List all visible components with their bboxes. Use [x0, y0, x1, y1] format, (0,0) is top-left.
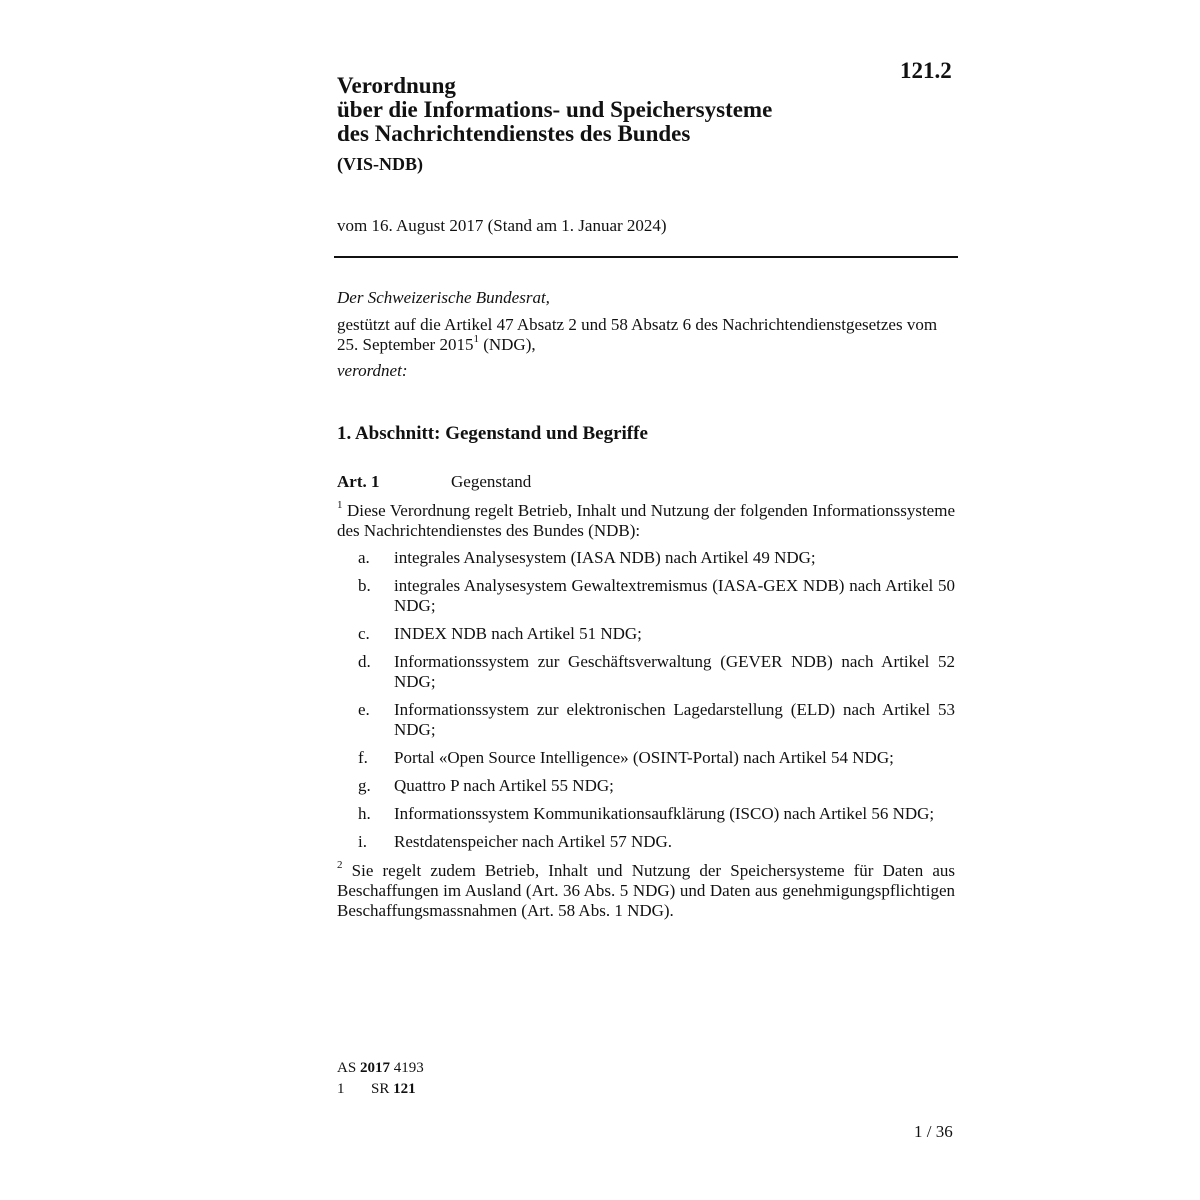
list-item-letter: f.	[358, 748, 368, 767]
list-item-text: Informationssystem zur elektronischen Lagedarstellung (ELD) nach Artikel 53 NDG;	[394, 700, 955, 739]
footnote-sr-ref[interactable]: 121	[393, 1081, 416, 1097]
paragraph-1	[337, 501, 955, 541]
preamble-basis	[337, 315, 957, 355]
list-item-text: integrales Analysesystem Gewaltextremismus (IASA-GEX NDB) nach Artikel 50 NDG;	[394, 576, 955, 615]
sr-number: 121.2	[900, 58, 952, 83]
list-item-letter: h.	[358, 804, 371, 823]
as-year: 2017	[359, 1060, 390, 1076]
list-item	[337, 832, 955, 852]
list-item-letter: b.	[358, 576, 371, 595]
list-item-text: Restdatenspeicher nach Artikel 57 NDG.	[394, 832, 673, 851]
paragraph-text: Sie regelt zudem Betrieb, Inhalt und Nutzung der Speichersysteme für Daten aus Beschaffungen im Ausland (Art. 36 Abs. 5 NDG) und Daten aus genehmigungspflichtigen Beschaffungsmassnahmen (Art. 58 Abs. 1 NDG).	[337, 861, 955, 920]
title-line-3: des Nachrichtendienstes des Bundes	[337, 121, 691, 146]
list-item	[337, 776, 955, 796]
list-item-letter: c.	[358, 624, 370, 643]
document-date: vom 16. August 2017 (Stand am 1. Januar 2024)	[337, 216, 667, 235]
footer-notes	[337, 1058, 424, 1100]
header-divider	[334, 256, 958, 258]
preamble-issuer: Der Schweizerische Bundesrat,	[337, 288, 550, 307]
footnote-1	[337, 1079, 424, 1100]
preamble-basis-text: gestützt auf die Artikel 47 Absatz 2 und 58 Absatz 6 des Nachrichtendienstgesetzes vom 25. September 2015	[337, 315, 938, 354]
as-page: 4193	[389, 1060, 424, 1076]
list-item-letter: e.	[358, 700, 370, 719]
title-line-1: Verordnung	[337, 73, 456, 98]
article-body	[337, 501, 955, 921]
list-item-text: Portal «Open Source Intelligence» (OSINT-Portal) nach Artikel 54 NDG;	[394, 748, 894, 767]
list-item-text: Quattro P nach Artikel 55 NDG;	[394, 776, 614, 795]
section-heading: 1. Abschnitt: Gegenstand und Begriffe	[337, 423, 648, 444]
list-item-letter: d.	[358, 652, 371, 671]
paragraph-mark: 1	[337, 499, 343, 511]
list-item-letter: a.	[358, 548, 370, 567]
list-item-text: Informationssystem Kommunikationsaufklärung (ISCO) nach Artikel 56 NDG;	[394, 804, 935, 823]
preamble-basis-end: (NDG),	[478, 335, 536, 354]
page-number: 1 / 36	[914, 1122, 953, 1141]
list-item	[337, 700, 955, 740]
article-title: Gegenstand	[451, 472, 532, 491]
document-abbreviation: (VIS-NDB)	[337, 154, 424, 174]
list-item-letter: i.	[358, 832, 367, 851]
list-item	[337, 652, 955, 692]
paragraph-text: Diese Verordnung regelt Betrieb, Inhalt und Nutzung der folgenden Informationssysteme des Nachrichtendienstes des Bundes (NDB):	[337, 501, 955, 540]
as-prefix: AS	[337, 1060, 360, 1076]
preamble	[337, 288, 957, 381]
list-item	[337, 576, 955, 616]
list-item-text: integrales Analysesystem (IASA NDB) nach Artikel 49 NDG;	[394, 548, 816, 567]
paragraph-mark: 2	[337, 859, 343, 871]
list-item	[337, 804, 955, 824]
list-item-text: Informationssystem zur Geschäftsverwaltung (GEVER NDB) nach Artikel 52 NDG;	[394, 652, 955, 691]
list-item	[337, 748, 955, 768]
system-list	[337, 548, 955, 852]
footnote-ref-1[interactable]: 1	[473, 333, 479, 345]
list-item-text: INDEX NDB nach Artikel 51 NDG;	[394, 624, 642, 643]
article-number: Art. 1	[337, 472, 380, 491]
footnote-mark: 1	[337, 1081, 345, 1097]
title-line-2: über die Informations- und Speichersysteme	[337, 97, 773, 122]
document-title	[337, 74, 772, 146]
official-collection-ref	[337, 1058, 424, 1079]
paragraph-2	[337, 861, 955, 921]
list-item-letter: g.	[358, 776, 371, 795]
list-item	[337, 624, 955, 644]
footnote-sr-prefix: SR	[371, 1081, 394, 1097]
article-heading	[337, 472, 531, 492]
list-item	[337, 548, 955, 568]
preamble-verb: verordnet:	[337, 361, 408, 380]
